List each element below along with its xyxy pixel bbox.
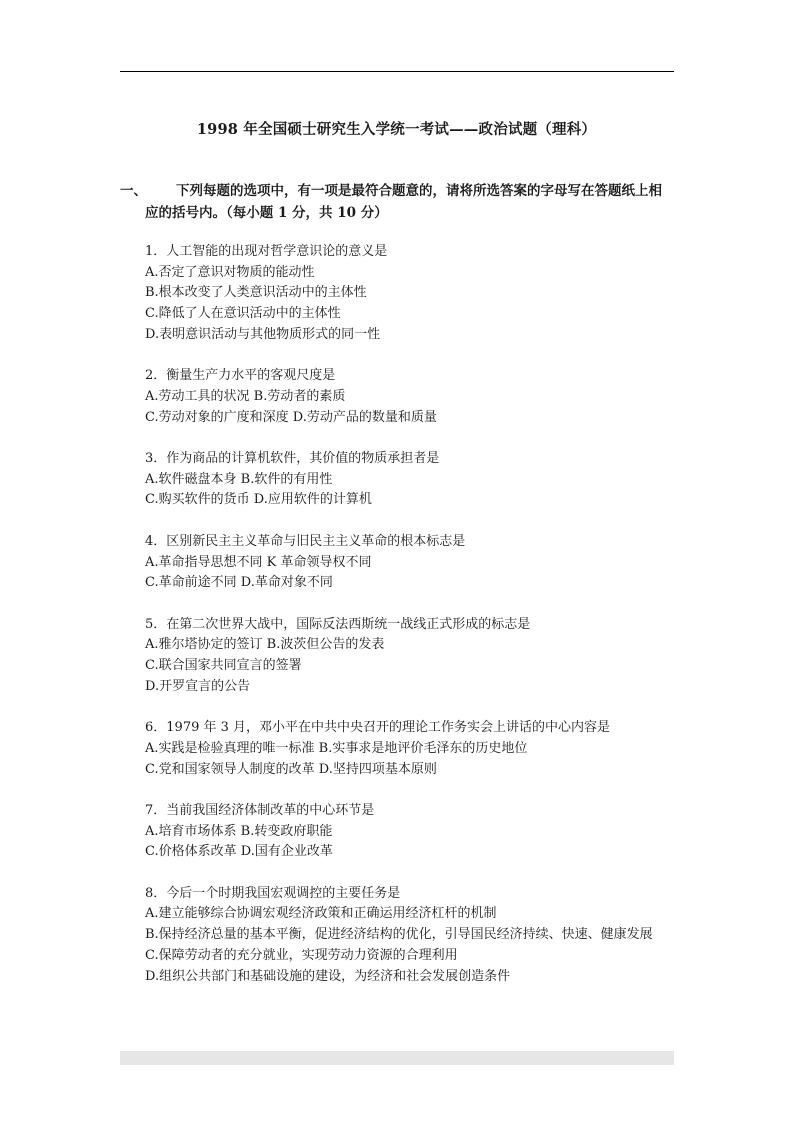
option: D.表明意识活动与其他物质形式的同一性	[145, 326, 381, 342]
question-stem: 5．在第二次世界大战中，国际反法西斯统一战线正式形成的标志是	[145, 616, 531, 632]
option: A.软件磁盘本身 B.软件的有用性	[145, 471, 333, 487]
question-1	[145, 242, 675, 346]
option: A.培育市场体系 B.转变政府职能	[145, 823, 333, 839]
option: C.价格体系改革 D.国有企业改革	[145, 844, 333, 860]
question-stem: 4．区别新民主主义革命与旧民主主义革命的根本标志是	[145, 533, 466, 549]
question-7	[145, 801, 675, 863]
option: A.雅尔塔协定的签订 B.波茨但公告的发表	[145, 637, 385, 653]
option: C.劳动对象的广度和深度 D.劳动产品的数量和质量	[145, 409, 437, 425]
question-stem: 3．作为商品的计算机软件，其价值的物质承担者是	[145, 451, 440, 466]
question-stem: 6．1979 年 3 月，邓小平在中共中央召开的理论工作务实会上讲话的中心内容是	[145, 720, 611, 736]
question-4	[145, 532, 675, 594]
question-8	[145, 884, 675, 988]
option: A.实践是检验真理的唯一标准 B.实事求是地评价毛泽东的历史地位	[145, 740, 528, 756]
question-stem: 1．人工智能的出现对哲学意识论的意义是	[145, 244, 388, 259]
header-rule	[120, 71, 674, 72]
question-5	[145, 615, 675, 698]
option: C.党和国家领导人制度的改革 D.坚持四项基本原则	[145, 761, 437, 777]
question-3	[145, 449, 675, 511]
option: C.联合国家共同宣言的签署	[145, 658, 302, 673]
option: A.建立能够综合协调宏观经济政策和正确运用经济杠杆的机制	[145, 906, 497, 922]
option: D.组织公共部门和基础设施的建设，为经济和社会发展创造条件	[145, 968, 511, 984]
question-stem: 8．今后一个时期我国宏观调控的主要任务是	[145, 885, 401, 901]
option: B.根本改变了人类意识活动中的主体性	[145, 285, 367, 301]
option: C.购买软件的货币 D.应用软件的计算机	[145, 492, 372, 508]
question-2	[145, 366, 675, 428]
question-list	[145, 242, 675, 1008]
question-stem: 7．当前我国经济体制改革的中心环节是	[145, 802, 375, 818]
option: C.保障劳动者的充分就业，实现劳动力资源的合理利用	[145, 947, 458, 963]
option: C.降低了人在意识活动中的主体性	[145, 306, 341, 322]
section-number: 一、	[120, 183, 147, 199]
question-stem: 2．衡量生产力水平的客观尺度是	[145, 368, 336, 384]
option: A.劳动工具的状况 B.劳动者的素质	[145, 388, 346, 404]
section-instruction	[120, 180, 674, 224]
option: A.否定了意识对物质的能动性	[145, 264, 315, 280]
option: C.革命前途不同 D.革命对象不同	[145, 575, 333, 591]
page-title: 1998 年全国硕士研究生入学统一考试——政治试题（理科）	[196, 121, 597, 138]
section-instruction-text: 下列每题的选项中，有一项是最符合题意的，请将所选答案的字母写在答题纸上相应的括号内。（每小题 1 分，共 10 分）	[145, 183, 662, 221]
footer-bar	[120, 1051, 674, 1065]
option: D.开罗宣言的公告	[145, 678, 251, 694]
question-6	[145, 718, 675, 780]
option: A.革命指导思想不同 K 革命领导权不同	[145, 554, 372, 570]
option: B.保持经济总量的基本平衡，促进经济结构的优化，引导国民经济持续、快速、健康发展	[145, 927, 653, 943]
